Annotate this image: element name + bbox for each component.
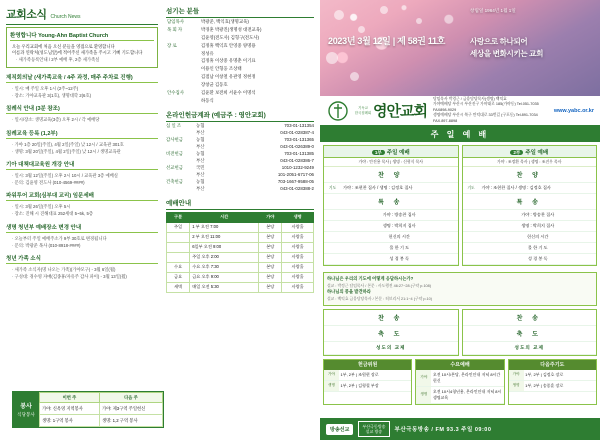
after-sermon-columns — [320, 309, 600, 359]
account-number: 1010-1232-9249 — [281, 164, 314, 170]
account-label: 감사헌금 — [166, 136, 183, 142]
welcome-line: · 새가족등록안내 / 2부 예배 후, 2층 새가족실 — [16, 57, 100, 63]
list-item — [166, 57, 314, 65]
list-item — [166, 96, 314, 104]
table-row — [463, 232, 597, 243]
order-item: 성 경 봉 독 — [480, 254, 597, 265]
news-line: · 문의: 김윤영 전도사 (010-4569-####) — [12, 179, 85, 185]
list-item — [166, 164, 314, 171]
account-number: 703-01-131365 — [284, 136, 314, 142]
news-heading: 기아 대책대교육원 개강 안내 — [6, 160, 158, 170]
volunteer-col-next: 다음 주 — [99, 393, 162, 403]
order-item: 축 도 — [324, 325, 458, 341]
staff-role — [167, 66, 201, 72]
church-logo-icon — [326, 100, 350, 122]
next-week-prayer-card — [508, 359, 597, 405]
church-news-column — [6, 6, 158, 434]
news-section — [6, 73, 158, 99]
card-value: 1부, 2부 | 김정호 장로 — [524, 370, 596, 381]
volunteer-sub-text: 식당봉사 — [17, 412, 35, 417]
card-value: 1부, 2부 | 김형철 부장 — [339, 380, 411, 391]
list-item — [166, 88, 314, 96]
offering-committee-card — [323, 359, 412, 405]
denomination-line-2: 한국침례회 — [354, 110, 372, 115]
sermon-box — [323, 272, 597, 306]
worship-schedule-table — [166, 212, 314, 293]
staff-names: 김점남 이창철 유관영 정현정 — [201, 74, 256, 80]
news-section — [6, 223, 158, 249]
volunteer-cell: 가야: 제3구역 주일헌신 — [99, 403, 162, 415]
news-heading: 파워투어 교회(심부대 교리) 임문세배 — [6, 191, 158, 201]
staff-and-accounts-column — [166, 6, 314, 434]
order-key — [463, 243, 480, 254]
account-bank: 농협 — [196, 122, 205, 128]
list-item — [166, 73, 314, 81]
table-row — [324, 221, 458, 232]
cell-saengmyeong: 사랑홀 — [282, 232, 314, 242]
order-item: 헌신의 시간 — [480, 232, 597, 243]
order-item: 축 도 — [463, 325, 597, 341]
welcome-box — [6, 27, 158, 68]
card-key: 생명 — [324, 380, 339, 391]
station-sub: 설교 방송 — [365, 429, 383, 434]
order-key — [463, 254, 480, 265]
service-first — [323, 145, 459, 266]
volunteer-col-this: 이번 주 — [40, 393, 100, 403]
staff-names: 이용인 안형웅 조상태 — [201, 66, 242, 72]
news-line: · 생명: 3월 20일(주일), 4월 2일(주일) 낮 12시 / 생명교육관 — [12, 148, 121, 154]
staff-role — [167, 51, 201, 57]
table-row — [324, 380, 411, 391]
staff-role — [167, 58, 201, 64]
news-line: · 문의: 박광준 목사 (010-8918-####) — [12, 242, 81, 248]
cell-group: 수요 — [167, 262, 190, 272]
order-key — [324, 243, 341, 254]
staff-names: 하동식 — [201, 97, 214, 103]
order-key: 기도 — [463, 183, 480, 194]
account-bank: 농협 — [196, 179, 205, 184]
staff-role: 담임목사 — [167, 19, 184, 24]
cell-saengmyeong: 사랑홀 — [282, 252, 314, 262]
order-item: 특 송 — [463, 194, 597, 210]
news-line: · 장소: 가야교육관 3(1호), 생명대학 2(6호) — [12, 92, 92, 98]
wednesday-service-card — [415, 359, 504, 405]
cell-time: 주일 오후 2:00 — [190, 252, 259, 262]
table-row — [463, 243, 597, 254]
blossom-icon — [380, 6, 388, 14]
card-key: 가야 — [324, 370, 339, 381]
order-item: 생명 : 박희지 집사 — [341, 221, 458, 232]
account-number: 043-01-026389-0 — [280, 143, 314, 149]
church-name: 영안교회 — [373, 103, 427, 120]
card-key: 생명 — [509, 380, 524, 391]
account-label — [166, 143, 196, 150]
broadcast-footer — [320, 418, 600, 440]
slogan-line-2: 세상을 변화시키는 교회 — [470, 48, 544, 58]
news-section — [6, 191, 158, 217]
account-bank: 부산 — [196, 157, 205, 163]
card-value: 오전 10시/본당, 온라인안내 저녁 8시간헌신 — [431, 370, 503, 387]
broadcast-schedule: 부산극동방송 / FM 93.3 주일 09:00 — [394, 427, 492, 433]
table-row — [167, 272, 314, 282]
staff-names: 김정휴 백익효 안영중 양명용 — [201, 42, 256, 48]
cell-group — [167, 232, 190, 242]
table-row — [167, 242, 314, 252]
service-leaders: 가야 : 조정환 목사 | 생명 : 조진우 목사 — [463, 158, 597, 167]
list-item — [166, 129, 314, 136]
list-item — [166, 49, 314, 57]
staff-role — [167, 74, 201, 80]
blossom-icon — [350, 72, 359, 81]
contact-line: 담임목사 박경근 / 금융담당목사(생명) 백익효 — [432, 96, 507, 101]
account-label — [166, 157, 196, 164]
news-section — [6, 254, 158, 280]
table-row — [324, 210, 458, 221]
station-name: 부산극동방송 — [362, 423, 386, 429]
news-heading: 침례교육 등록 (1,2부) — [6, 129, 158, 139]
news-heading: 청년 가족 소식 — [6, 254, 158, 264]
staff-role: 장 로 — [167, 42, 177, 48]
table-row — [324, 370, 411, 381]
cell-gaya: 본당 — [259, 242, 282, 252]
cell-group: 금요 — [167, 272, 190, 282]
order-item: 성 경 봉 독 — [341, 254, 458, 265]
cell-time: 2 부 오전 11:00 — [190, 232, 259, 242]
news-heading: 제직회의날 (새가족교육 / 4주 과정, 매주 주차료 진행) — [6, 73, 158, 83]
card-key: 생명 — [416, 386, 431, 403]
news-line: · 오늘부터 주일 예배주소가 9부 30호로 변경됩니다 — [12, 235, 107, 241]
order-item: 특 송 — [324, 194, 458, 210]
volunteer-label-text: 봉사 — [20, 404, 32, 410]
cell-saengmyeong: 사랑홀 — [282, 222, 314, 232]
cell-gaya: 본당 — [259, 272, 282, 282]
news-section — [6, 104, 158, 123]
table-row — [463, 167, 597, 183]
broadcast-badge: 방송선교 — [326, 424, 353, 435]
cell-gaya: 본당 — [259, 262, 282, 272]
offering-accounts-list — [166, 122, 314, 192]
table-row — [463, 325, 597, 341]
cell-time: 6일부 오전 9:00 — [190, 242, 259, 252]
welcome-line: 오늘 우리교회에 처음 오신 분들을 영접으로 환영합니다 — [12, 43, 115, 49]
staff-names: 정성유 — [201, 50, 214, 56]
broadcast-station — [358, 421, 389, 436]
news-line: · 구성대: 경수영 자매(김종휴/자유주 감사 파이) - 3월 13일(월) — [12, 274, 127, 280]
denomination-line-1: 기독교 — [358, 106, 368, 111]
account-number: 043-01-028387-4 — [280, 129, 314, 135]
staff-role — [167, 35, 201, 41]
welcome-line: 이름과 연락처(성도님앞)에 적어주신 새가족을 주시고 기뻐 기도합니다 — [12, 50, 143, 56]
order-item: 가야 : 조현찬 집사 / 생명 : 김정호 집사 — [341, 183, 458, 194]
denomination-label — [353, 106, 373, 115]
account-number: 043-01-028388-2 — [280, 186, 314, 192]
account-number: 703-01-131354 — [284, 122, 314, 128]
news-line: · 일시: 매 주일 오후 1시 (2주~12주) — [12, 85, 79, 91]
cell-time: 수요 오후 7:30 — [190, 262, 259, 272]
staff-names: 김윤영(전도사) 김형구(전도사) — [201, 34, 259, 40]
volunteer-cell: 생명: 1,2 구역 봉사 — [99, 415, 162, 427]
table-row — [324, 183, 458, 194]
table-row — [416, 370, 503, 387]
table-row — [463, 254, 597, 265]
order-item: 찬 양 — [324, 167, 458, 183]
table-row — [463, 194, 597, 210]
account-bank: 부산 — [196, 186, 205, 192]
card-key: 가야 — [509, 370, 524, 381]
col-time: 시간 — [190, 212, 259, 222]
table-row — [509, 370, 596, 381]
news-line: · 장소: 진해 시 진해대표 252세대 5~5k, 5층 — [12, 211, 93, 217]
card-heading: 다음주기도 — [509, 360, 596, 370]
order-key — [463, 210, 480, 221]
welcome-lines — [10, 42, 154, 64]
cell-saengmyeong: 사랑홀 — [282, 272, 314, 282]
account-label: 건축헌금 — [166, 179, 183, 184]
order-item: 성도의 교제 — [324, 341, 458, 354]
hero-banner — [320, 0, 600, 96]
blossom-icon — [334, 10, 344, 20]
cell-time: 1 부 오전 7:00 — [190, 222, 259, 232]
account-bank: 농협 — [196, 150, 205, 156]
order-key — [463, 232, 480, 243]
news-line: · 일시/장소: 생명교육(3층) 오후 2시 / 각 예배당 — [12, 117, 100, 123]
order-item: 물 한 기 도 — [480, 243, 597, 254]
staff-names: 박경훈 박광진(생명성 대전교육) — [201, 26, 262, 32]
cover-column — [320, 0, 600, 440]
table-row — [324, 243, 458, 254]
table-row — [463, 183, 597, 194]
staff-role: 목 회 자 — [167, 26, 183, 32]
table-row — [416, 386, 503, 403]
table-row — [167, 252, 314, 262]
table-row — [324, 341, 458, 354]
table-row — [40, 415, 163, 427]
staff-names: 장창균 김동호 — [201, 82, 228, 87]
news-heading: 생명 청년부 예배장소 변경 안내 — [6, 223, 158, 233]
order-item: 생명 : 박희지 집사 — [480, 221, 597, 232]
slogan — [470, 36, 543, 59]
service-second — [462, 145, 598, 266]
service-first-title — [324, 146, 458, 158]
bottom-cards — [320, 359, 600, 405]
order-item: 가야 : 방송찬 집사 — [341, 210, 458, 221]
list-item — [166, 65, 314, 73]
blossom-icon — [326, 52, 338, 64]
cell-group: 주일 — [167, 222, 190, 232]
volunteer-table — [12, 391, 164, 428]
list-item — [166, 136, 314, 143]
account-bank: 부산 — [196, 171, 205, 177]
staff-names: 김윤환 보전희 서윤수 이명석 — [201, 89, 256, 95]
cell-group — [167, 242, 190, 252]
issue-date: 2023년 3월 12일 | 제 58권 11호 — [328, 36, 446, 46]
church-contact-info — [433, 97, 554, 125]
card-value: 오전 10시4청년용, 온라인안내 저녁 8시 생명교육 — [431, 386, 503, 403]
order-item: 가야 : 조현찬 집사 / 생명 : 김정호 집사 — [480, 183, 597, 194]
account-number: 703-01-131385 — [284, 150, 314, 156]
order-item: 찬 송 — [463, 310, 597, 326]
service-title-text: 주일 예배 — [386, 149, 410, 156]
service-columns — [320, 142, 600, 269]
card-value: 1부, 2부 | 송종훈 장로 — [524, 380, 596, 391]
staff-role — [167, 82, 201, 88]
news-heading: 침례식 안내 (3분 참조) — [6, 104, 158, 114]
order-item: 찬 송 — [324, 310, 458, 326]
order-key — [324, 221, 341, 232]
church-news-title — [6, 6, 158, 25]
account-label — [166, 171, 196, 178]
volunteer-label — [13, 392, 39, 427]
blossom-icon — [416, 18, 422, 24]
order-key: 기도 — [324, 183, 341, 194]
cell-group: 새벽 — [167, 282, 190, 292]
table-row — [167, 282, 314, 292]
offering-accounts-heading: 온라인헌금계좌 (예금주 : 영안교회) — [166, 110, 314, 122]
church-news-title-en: Church News — [50, 14, 81, 20]
table-row — [324, 254, 458, 265]
account-label — [166, 185, 196, 192]
news-line: · 가야 1층 20일(주일), 4월 2일(주일) 낮 12시 / 교육관 301호 — [12, 141, 124, 147]
account-bank: 부산 — [196, 143, 205, 149]
card-value: 1부, 2부 | 조원현 장로 — [339, 370, 411, 381]
list-item — [166, 81, 314, 89]
account-number: 101-2051-6717-06 — [277, 171, 314, 177]
table-row — [40, 403, 163, 415]
table-row — [167, 232, 314, 242]
order-key — [324, 254, 341, 265]
cell-saengmyeong: 사랑홀 — [282, 242, 314, 252]
order-item: 가야 : 방송찬 집사 — [480, 210, 597, 221]
service-number-badge: 1부 — [372, 150, 385, 155]
col-group: 구분 — [167, 212, 190, 222]
account-label: 선교헌금 — [166, 164, 183, 170]
service-title-text: 주일 예배 — [525, 149, 549, 156]
cell-saengmyeong: 사랑홀 — [282, 282, 314, 292]
list-item — [166, 185, 314, 192]
news-line: · 일시: 3월 26일(주일) 오후 5시 — [12, 204, 71, 210]
cell-gaya: 본당 — [259, 282, 282, 292]
welcome-heading: 환영합니다 Young-Ahn Baptist Church — [10, 31, 154, 41]
worship-schedule-heading: 예배안내 — [166, 198, 314, 210]
order-key — [463, 221, 480, 232]
account-label: 비전헌금 — [166, 150, 183, 156]
church-identity-bar — [320, 96, 600, 126]
card-key: 가야 — [416, 370, 431, 387]
cell-time: 금요 오후 9:00 — [190, 272, 259, 282]
order-item: 찬 양 — [463, 167, 597, 183]
website-url[interactable]: www.yabc.or.kr — [553, 107, 594, 114]
staff-role: 안수집사 — [167, 89, 184, 95]
list-item — [166, 25, 314, 33]
news-line: · 새가족 소식자(명 나오는 가족)(가야모구) - 3월 6일(월) — [12, 267, 116, 273]
order-item: 성도의 교제 — [463, 341, 597, 354]
church-news-title-ko: 교회소식 — [6, 9, 47, 21]
list-item — [166, 18, 314, 26]
list-item — [166, 171, 314, 178]
cell-group — [167, 252, 190, 262]
slogan-line-1: 사랑으로 하나되어 — [470, 37, 528, 46]
cell-gaya: 본당 — [259, 252, 282, 262]
news-section — [6, 129, 158, 155]
account-bank: 농협 — [196, 136, 205, 142]
staff-role — [167, 98, 201, 104]
sermon-title-second: 하나님의 풍을 발견하라 — [327, 288, 371, 294]
news-section — [6, 160, 158, 186]
blossom-icon — [358, 26, 365, 33]
col-saengmyeong: 생명 — [282, 212, 314, 222]
service-number-badge: 2부 — [510, 150, 523, 155]
contact-line: 생명예배당 부산시 북구 만덕대로 33번길 (구포동) Tel.891-7034 FAX.897-8898 — [432, 113, 538, 123]
card-heading: 헌금위원 — [324, 360, 411, 370]
news-line: · 일시: 3월 12일(주일) 오후 2시 10시 / 교육관 3층 예배실 — [12, 173, 118, 178]
account-label — [166, 129, 196, 136]
table-row — [463, 210, 597, 221]
table-row — [463, 310, 597, 326]
staff-names: 박광준, 백익효(생명교육) — [201, 19, 249, 24]
staff-heading: 섬기는 분들 — [166, 6, 314, 18]
table-row — [463, 341, 597, 354]
cell-time: 매일 오전 5:30 — [190, 282, 259, 292]
founding-date: 창립일 1964년 1월 1일 — [470, 8, 516, 13]
list-item — [166, 33, 314, 41]
list-item — [166, 41, 314, 49]
account-number: 703-1667-9588-05 — [277, 179, 314, 184]
contact-line: 가야예배당 부산시 부산진구 가야대로 185(가야동) Tel.051-7035 FAX898-9029 — [432, 102, 539, 112]
cell-gaya: 본당 — [259, 222, 282, 232]
order-item: 물 한 기 도 — [341, 243, 458, 254]
account-bank: 국민 — [196, 164, 205, 170]
after-sermon-first — [323, 309, 459, 356]
list-item — [166, 143, 314, 150]
service-second-title — [463, 146, 597, 158]
cell-saengmyeong: 사랑홀 — [282, 262, 314, 272]
sermon-title-first: 하나님은 우리의 기도에 어떻게 응답하시는가? — [327, 276, 414, 281]
table-row — [324, 325, 458, 341]
table-row — [324, 232, 458, 243]
table-row — [324, 194, 458, 210]
sermon-ref-first: 설교 : 박정근 담임목사 / 본문 : 사도행전 46:27~28 (구약 p.108) — [327, 283, 432, 288]
table-row — [463, 221, 597, 232]
table-row — [324, 310, 458, 326]
list-item — [166, 178, 314, 185]
worship-order-title: 주 일 예 배 — [320, 126, 600, 142]
staff-names: 김정휴 이상중 유명춘 이기표 — [201, 58, 256, 64]
volunteer-cell: 생명: 1구역 봉사 — [40, 415, 100, 427]
list-item — [166, 157, 314, 164]
cell-gaya: 본당 — [259, 232, 282, 242]
volunteer-cell: 가야: 신옥영 지역봉사 — [40, 403, 100, 415]
col-gaya: 가야 — [259, 212, 282, 222]
order-item: 헌신의 시간 — [341, 232, 458, 243]
staff-list — [166, 18, 314, 105]
table-row — [167, 222, 314, 232]
account-bank: 부산 — [196, 129, 205, 135]
table-row — [167, 262, 314, 272]
service-leaders: 가야 : 안진용 목사 | 생명 : 신형식 목사 — [324, 158, 458, 167]
account-number: 043-01-028386-7 — [280, 157, 314, 163]
account-label: 십 일 조 — [166, 122, 182, 128]
list-item — [166, 122, 314, 129]
sermon-ref-second: 설교 : 백익효 금융담당목사 / 본문 : 히브리서 21:1~4 (구약 p.10) — [327, 296, 433, 301]
list-item — [166, 150, 314, 157]
table-row — [509, 380, 596, 391]
order-key — [324, 210, 341, 221]
table-row — [324, 167, 458, 183]
after-sermon-second — [462, 309, 598, 356]
card-heading: 수요예배 — [416, 360, 503, 370]
order-key — [324, 232, 341, 243]
